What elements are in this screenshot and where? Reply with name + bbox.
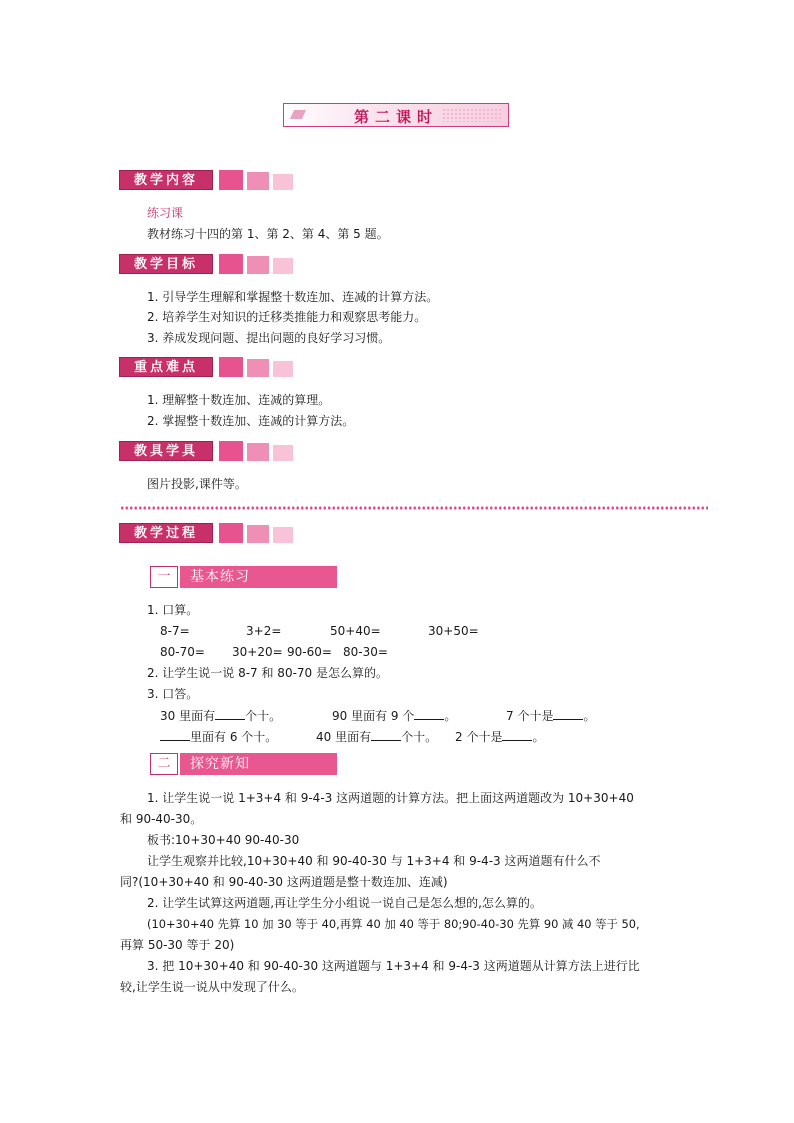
- content-text: 教材练习十四的第 1、第 2、第 4、第 5 题。: [147, 227, 389, 241]
- subsection-header-explore: [150, 753, 338, 775]
- calc-item: 80-30=: [343, 645, 388, 659]
- calc-item: 80-70=: [160, 645, 205, 659]
- fill-blank-item: 40 里面有 个十。: [316, 730, 438, 744]
- calc-item: 8-7=: [160, 624, 190, 638]
- calc-item: 50+40=: [330, 624, 381, 638]
- fill-blank-item: 里面有 6 个十。: [160, 728, 277, 745]
- star-divider: [120, 505, 708, 511]
- paragraph-line: 1. 让学生说一说 1+3+4 和 9-4-3 这两道题的计算方法。把上面这两道题改为 10+30+40: [147, 791, 634, 805]
- subsection-label: 基本练习: [190, 569, 250, 585]
- lesson-title-box: [283, 103, 509, 127]
- section-header-keypoints: [119, 357, 299, 377]
- answer-blank: [371, 728, 401, 741]
- paragraph-line: 较,让学生说一说从中发现了什么。: [120, 980, 304, 994]
- answer-blank: [553, 707, 583, 720]
- calc-item: 90-60=: [287, 645, 332, 659]
- section-header-content: [119, 170, 299, 190]
- section-label: 重点难点: [119, 357, 213, 377]
- goal-item: 2. 培养学生对知识的迁移类推能力和观察思考能力。: [147, 310, 427, 324]
- paragraph-line: 3. 把 10+30+40 和 90-40-30 这两道题与 1+3+4 和 9-4-3 这两道题从计算方法上进行比: [147, 959, 640, 973]
- answer-blank: [160, 728, 190, 741]
- fill-blank-item: 30 里面有 个十。: [160, 709, 282, 723]
- paragraph-line: 和 90-40-30。: [120, 812, 203, 826]
- answer-blank: [502, 728, 532, 741]
- fill-blank-item: 7 个十是 。: [506, 709, 596, 723]
- paragraph-line: 再算 50-30 等于 20): [120, 938, 235, 952]
- calc-item: 30+50=: [428, 624, 479, 638]
- keypoint-item: 1. 理解整十数连加、连减的算理。: [147, 393, 331, 407]
- subsection-header-basic-practice: [150, 566, 338, 588]
- fill-blank-item: 2 个十是 。: [455, 730, 545, 744]
- question-1: 1. 口算。: [147, 603, 199, 617]
- lesson-title: 第二课时: [353, 108, 438, 126]
- question-3: 3. 口答。: [147, 687, 199, 701]
- board-notes: 板书:10+30+40 90-40-30: [147, 833, 300, 847]
- section-label: 教学过程: [119, 523, 213, 543]
- answer-blank: [414, 707, 444, 720]
- tools-text: 图片投影,课件等。: [147, 477, 247, 491]
- calc-item: 3+2=: [246, 624, 282, 638]
- section-label: 教学目标: [119, 254, 213, 274]
- section-label: 教学内容: [119, 170, 213, 190]
- section-header-process: [119, 523, 299, 543]
- calc-item: 30+20=: [232, 645, 283, 659]
- paragraph-line: 让学生观察并比较,10+30+40 和 90-40-30 与 1+3+4 和 9-4-3 这两道题有什么不: [147, 854, 601, 868]
- lesson-type: 练习课: [147, 206, 184, 220]
- section-header-goals: [119, 254, 299, 274]
- subsection-label: 探究新知: [190, 756, 250, 772]
- goal-item: 3. 养成发现问题、提出问题的良好学习习惯。: [147, 331, 391, 345]
- subsection-number: 二: [150, 753, 178, 775]
- answer-blank: [215, 707, 245, 720]
- goal-item: 1. 引导学生理解和掌握整十数连加、连减的计算方法。: [147, 290, 439, 304]
- subsection-number: 一: [150, 566, 178, 588]
- paragraph-line: (10+30+40 先算 10 加 30 等于 40,再算 40 加 40 等于 80;90-40-30 先算 90 减 40 等于 50,: [147, 917, 640, 931]
- question-2: 2. 让学生说一说 8-7 和 80-70 是怎么算的。: [147, 666, 388, 680]
- paragraph-line: 同?(10+30+40 和 90-40-30 这两道题是整十数连加、连减): [120, 875, 448, 889]
- section-label: 教具学具: [119, 441, 213, 461]
- fill-blank-item: 90 里面有 9 个 。: [332, 709, 457, 723]
- paragraph-line: 2. 让学生试算这两道题,再让学生分小组说一说自己是怎么想的,怎么算的。: [147, 896, 542, 910]
- keypoint-item: 2. 掌握整十数连加、连减的计算方法。: [147, 414, 355, 428]
- section-header-tools: [119, 441, 299, 461]
